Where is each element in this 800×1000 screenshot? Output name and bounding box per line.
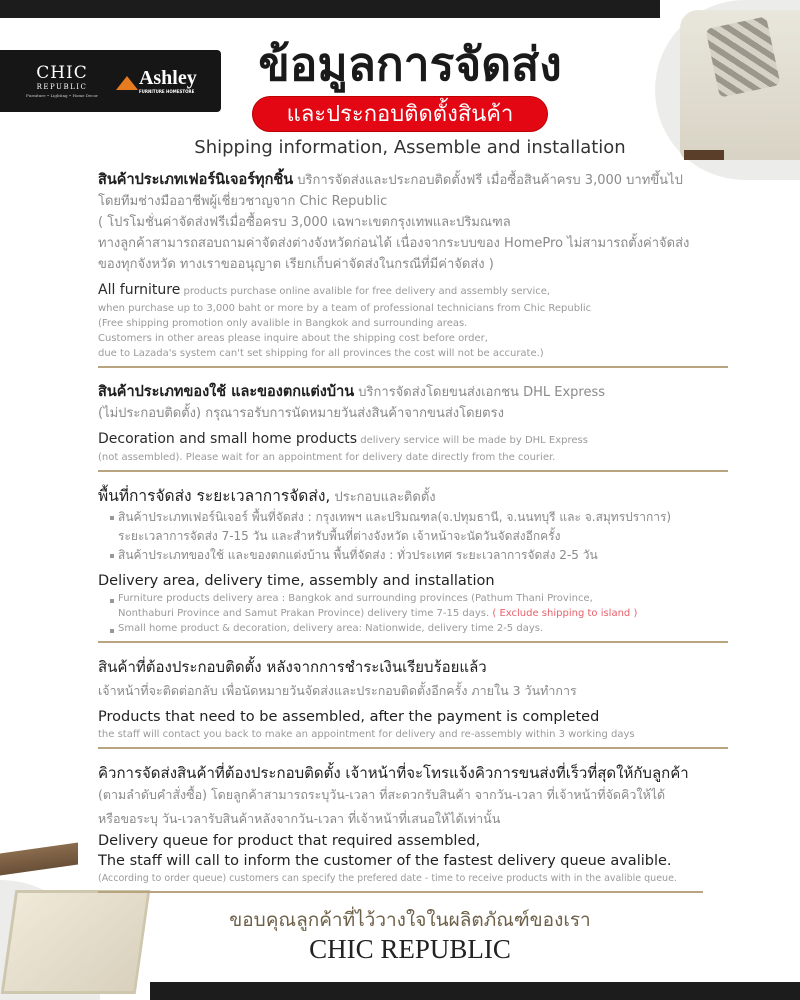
logo-tagline: Furniture • Lighting • Home Decor (26, 92, 98, 98)
s5-en-heading: The staff will call to inform the customer of the fastest delivery queue avalible. (98, 853, 672, 869)
s4-en-line: the staff will contact you back to make an appointment for delivery and re-assembly within 3 working days (98, 729, 635, 740)
divider (98, 470, 728, 472)
house-roof-icon (116, 76, 138, 90)
s2-th-heading: สินค้าประเภทของใช้ และของตกแต่งบ้าน (98, 384, 355, 400)
content-column (98, 170, 788, 965)
s5-en-heading: Delivery queue for product that required assembled, (98, 833, 481, 849)
section-assembly (98, 657, 788, 742)
s3-th-bullet: สินค้าประเภทของใช้ และของตกแต่งบ้าน พื้นที่จัดส่ง : ทั่วประเทศ ระยะเวลาการจัดส่ง 2-5 วัน (98, 546, 788, 565)
sofa-legs (684, 150, 724, 160)
logo-text: REPUBLIC (36, 82, 88, 91)
s1-en-heading: All furniture (98, 282, 181, 298)
section-delivery-queue (98, 763, 788, 886)
s2-en-line (98, 430, 788, 450)
s3-en-heading: Delivery area, delivery time, assembly and installation (98, 573, 495, 589)
divider (98, 891, 703, 893)
page-subtitle: Shipping information, Assemble and installation (194, 137, 626, 158)
s3-th-heading-bold: พื้นที่การจัดส่ง ระยะเวลาการจัดส่ง, (98, 487, 331, 505)
s4-th-heading: สินค้าที่ต้องประกอบติดตั้ง หลังจากการชำระเงินเรียบร้อยแล้ว (98, 658, 487, 676)
thank-you-text: ขอบคุณลูกค้าที่ไว้วางใจในผลิตภัณฑ์ของเรา (229, 909, 591, 931)
s1-th-line: ทางลูกค้าสามารถสอบถามค่าจัดส่งต่างจังหวัดก่อนได้ เนื่องจากระบบของ HomePro ไม่สามารถตั้งค่าจัดส่ง (98, 236, 690, 251)
section-home-products (98, 382, 788, 465)
s2-th-line: (ไม่ประกอบติดตั้ง) กรุณารอรับการนัดหมายวันส่งสินค้าจากขนส่งโดยตรง (98, 406, 504, 421)
s4-th-line: เจ้าหน้าที่จะติดต่อกลับ เพื่อนัดหมายวันจัดส่งและประกอบติดตั้งอีกครั้ง ภายใน 3 วันทำการ (98, 683, 577, 698)
logo-tagline: FURNITURE HOMESTORE (138, 89, 195, 94)
s2-th-line (98, 382, 788, 403)
s1-th-text: บริการจัดส่งและประกอบติดตั้งฟรี เมื่อซื้อสินค้าครบ 3,000 บาทขึ้นไป (293, 173, 683, 188)
s1-th-line: ( โปรโมชั่นค่าจัดส่งฟรีเมื่อซื้อครบ 3,000 เฉพาะเขตกรุงเทพและปริมณฑล (98, 215, 511, 230)
logo-box (0, 50, 221, 112)
s2-en-heading: Decoration and small home products (98, 431, 358, 447)
s1-en-line: due to Lazada's system can't set shipping for all provinces the cost will not be accurate.) (98, 348, 544, 359)
s5-th-heading: คิวการจัดส่งสินค้าที่ต้องประกอบติดตั้ง เจ้าหน้าที่จะโทรแจ้งคิวการขนส่งที่เร็วที่สุดให้กับลูกค้า (98, 764, 689, 782)
section-furniture (98, 170, 788, 361)
s1-en-line: Customers in other areas please inquire about the shipping cost before order, (98, 333, 488, 344)
s3-th-heading (98, 486, 788, 508)
s1-th-line: ของทุกจังหวัด ทางเราขออนุญาต เรียกเก็บค่าจัดส่งในกรณีที่มีค่าจัดส่ง ) (98, 257, 494, 272)
title-badge: และประกอบติดตั้งสินค้า (252, 96, 548, 132)
page-title: ข้อมูลการจัดส่ง (258, 37, 562, 91)
s5-en-line: (According to order queue) customers can specify the prefered date - time to receive products with in the avalible queue. (98, 873, 677, 884)
s3-en-bullet-cont (98, 606, 788, 621)
s1-en-text: products purchase online avalible for free delivery and assembly service, (180, 286, 551, 297)
exclude-island-note: ( Exclude shipping to island ) (492, 608, 638, 619)
s2-en-text: delivery service will be made by DHL Express (357, 435, 588, 446)
s4-en-heading: Products that need to be assembled, after the payment is completed (98, 709, 600, 725)
ashley-logo (116, 68, 197, 94)
bottom-bar (150, 982, 800, 1000)
footer (0, 907, 800, 965)
logo-text: Ashley (138, 67, 197, 89)
s3-en-bullet: Furniture products delivery area : Bangkok and surrounding provinces (Pathum Thani Province, (98, 591, 788, 606)
chic-republic-logo (26, 62, 98, 98)
s3-en-bullet: Small home product & decoration, delivery area: Nationwide, delivery time 2-5 days. (98, 621, 788, 636)
s2-en-line: (not assembled). Please wait for an appointment for delivery date directly from the courier. (98, 452, 556, 463)
s1-th-heading: สินค้าประเภทเฟอร์นิเจอร์ทุกชิ้น (98, 172, 294, 188)
divider (98, 747, 728, 749)
s1-en-line (98, 281, 788, 301)
s1-en-line: (Free shipping promotion only avalible in Bangkok and surrounding areas. (98, 318, 468, 329)
s5-th-line: หรือขอระบุ วัน-เวลารับสินค้าหลังจากวัน-เวลา ที่เจ้าหน้าที่เสนอให้ได้เท่านั้น (98, 811, 501, 826)
section-delivery-area (98, 486, 788, 636)
s1-th-line: โดยทีมช่างมืออาชีพผู้เชี่ยวชาญจาก Chic Republic (98, 194, 388, 209)
s1-en-line: when purchase up to 3,000 baht or more by a team of professional technicians from Chic Republic (98, 303, 592, 314)
top-bar (0, 0, 660, 18)
brand-name: CHIC REPUBLIC (309, 934, 511, 964)
s5-th-line: (ตามลำดับคำสั่งซื้อ) โดยลูกค้าสามารถระบุวัน-เวลา ที่สะดวกรับสินค้า จากวัน-เวลา ที่เจ้าหน้าที่จัดคิวให้ได้ (98, 787, 666, 802)
s3-th-bullet: สินค้าประเภทเฟอร์นิเจอร์ พื้นที่จัดส่ง : กรุงเทพฯ และปริมณฑล(จ.ปทุมธานี, จ.นนทบุรี และ จ.สมุทรปราการ) (98, 508, 788, 527)
divider (98, 641, 728, 643)
s2-th-text: บริการจัดส่งโดยขนส่งเอกชน DHL Express (354, 385, 606, 400)
logo-text: CHIC (36, 62, 88, 83)
divider (98, 366, 728, 368)
s3-th-bullet-cont: ระยะเวลาการจัดส่ง 7-15 วัน และสำหรับพื้นที่ต่างจังหวัด เจ้าหน้าจะนัดวันจัดส่งอีกครั้ง (118, 529, 561, 543)
table-photo (0, 843, 78, 876)
s3-th-heading-rest: ประกอบและติดตั้ง (330, 490, 436, 505)
s3-en-text: Nonthaburi Province and Samut Prakan Province) delivery time 7-15 days. (118, 608, 493, 619)
s1-th-line (98, 170, 788, 191)
